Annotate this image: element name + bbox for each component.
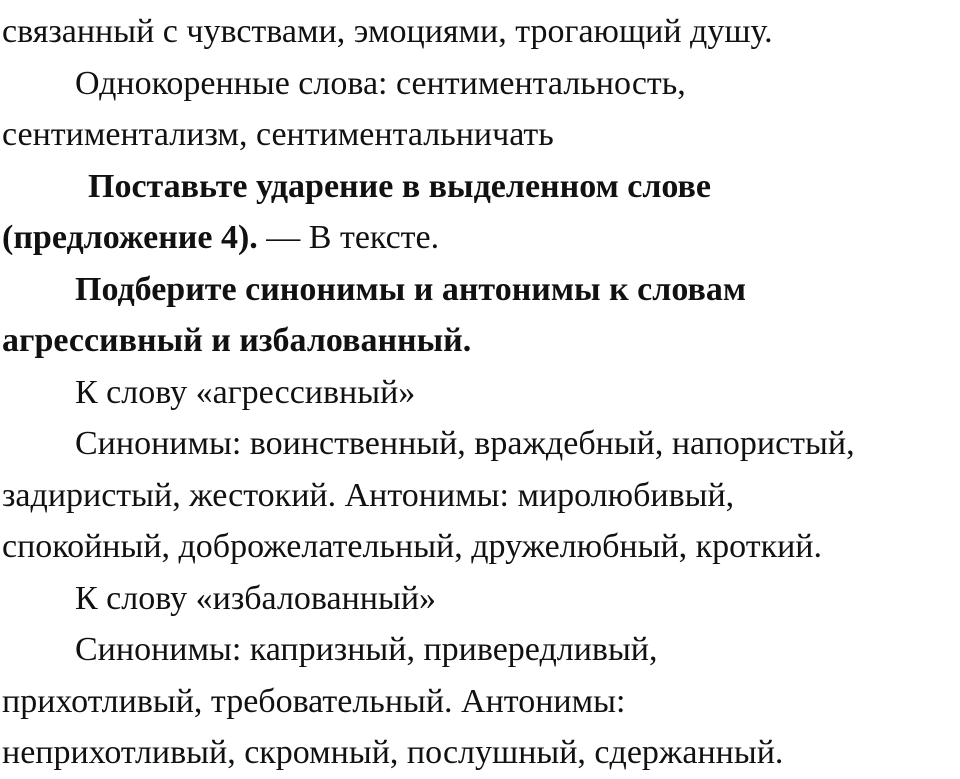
text-line: неприхотливый, скромный, послушный, сдержанный. <box>2 734 784 771</box>
text-line: Однокоренные слова: сентиментальность, <box>75 64 686 102</box>
text-line: Синонимы: воинственный, враждебный, напористый, <box>75 425 855 462</box>
text-line: спокойный, доброжелательный, дружелюбный, кроткий. <box>2 528 823 565</box>
task-heading-part: (предложение 4). <box>2 219 258 256</box>
task-heading: Поставьте ударение в выделенном слове <box>88 167 712 205</box>
text-line: сентиментализм, сентиментальничать <box>2 116 554 153</box>
task-answer: — В тексте. <box>257 219 440 256</box>
text-line: задиристый, жестокий. Антонимы: миролюбивый, <box>2 476 735 514</box>
text-line: связанный с чувствами, эмоциями, трогающий душу. <box>2 13 773 50</box>
task-heading: Подберите синонимы и антонимы к словам <box>75 270 747 308</box>
text-line: прихотливый, требовательный. Антонимы: <box>2 682 626 720</box>
task-heading: агрессивный и избалованный. <box>2 322 472 359</box>
word-title: К слову «агрессивный» <box>75 373 416 411</box>
word-title: К слову «избалованный» <box>75 579 437 617</box>
task-line <box>2 212 960 264</box>
text-line: Синонимы: капризный, привередливый, <box>75 631 658 668</box>
